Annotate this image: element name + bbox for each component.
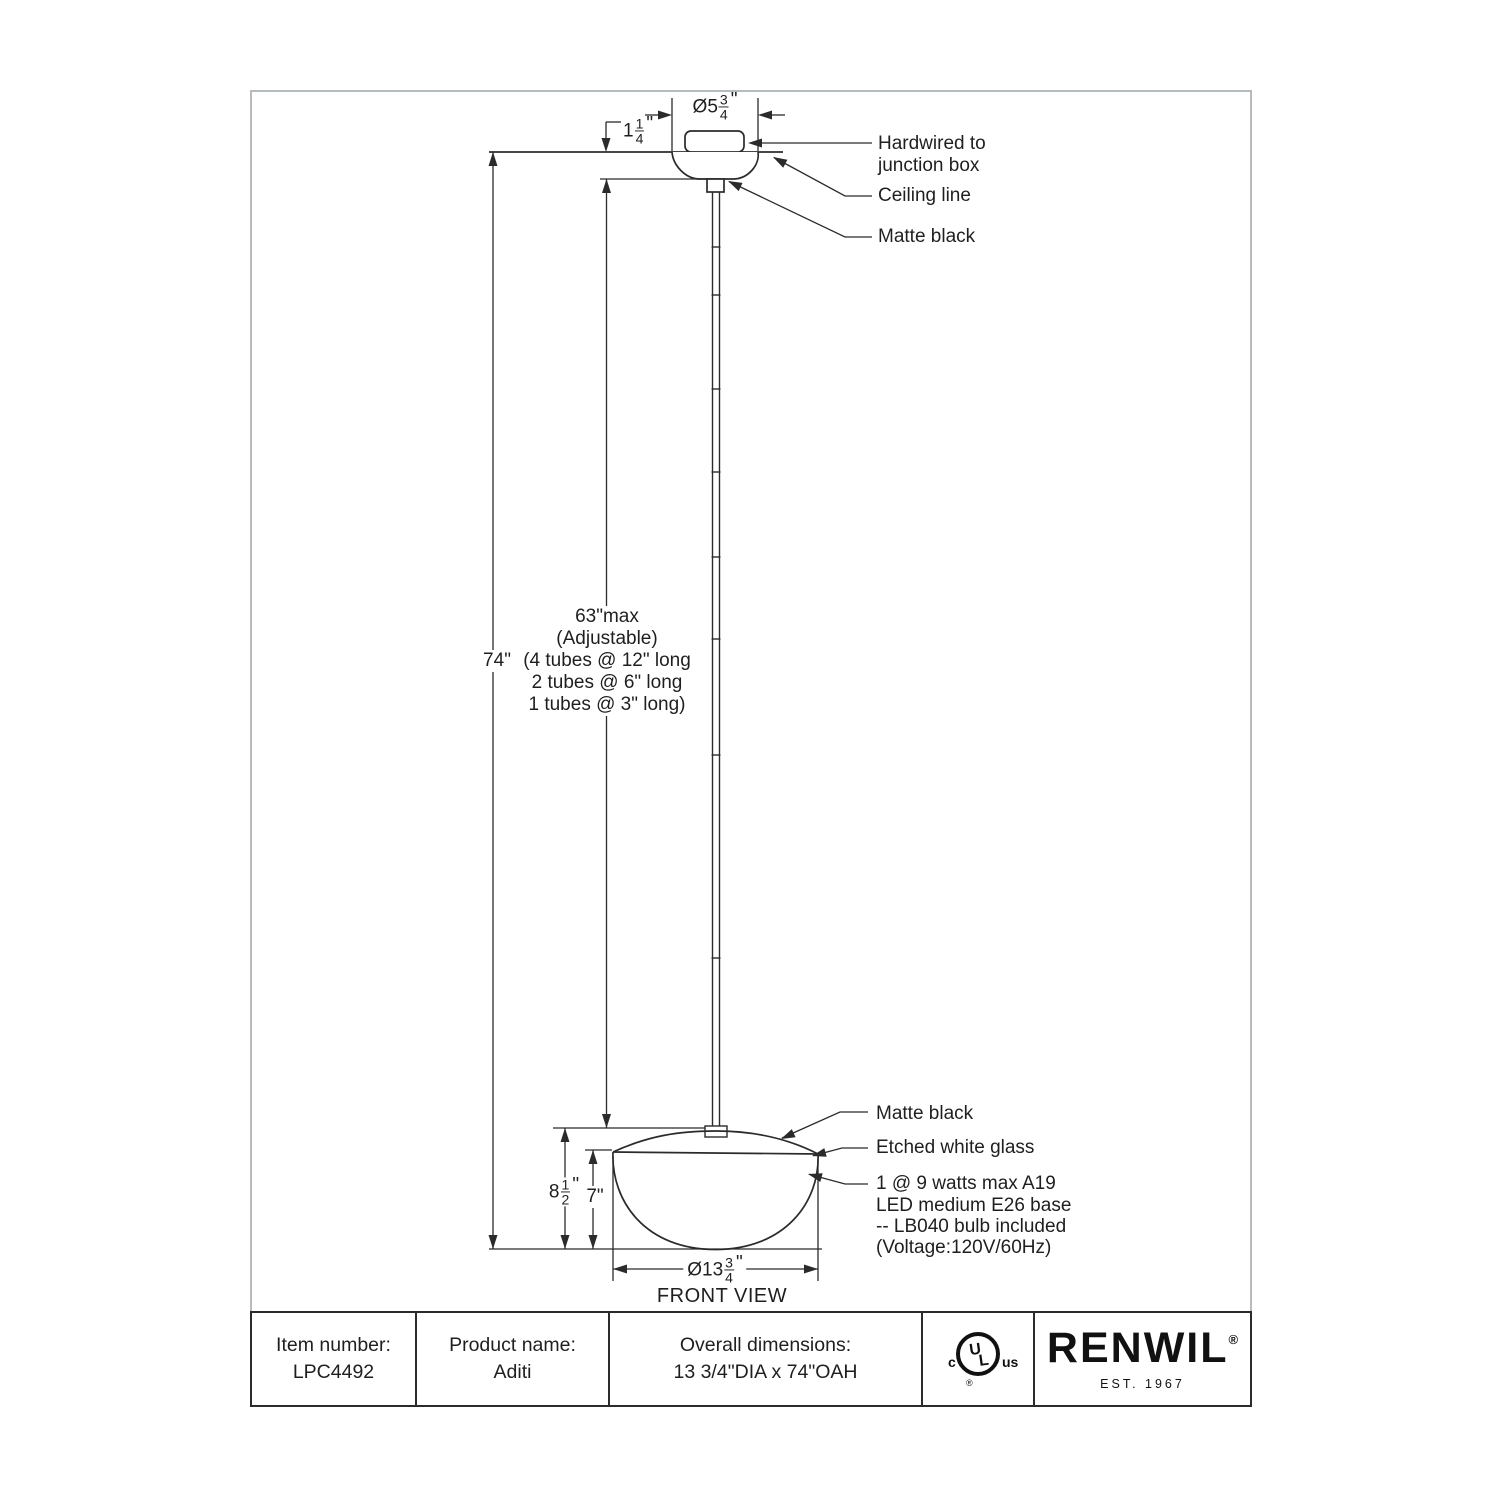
cell-product-name bbox=[417, 1313, 610, 1405]
overall-dimensions-label: Overall dimensions: bbox=[679, 1334, 852, 1356]
canopy bbox=[672, 131, 758, 192]
leader-lines bbox=[728, 139, 872, 1185]
shade bbox=[613, 1131, 818, 1250]
spec-table bbox=[250, 1311, 1252, 1407]
callout-hardwired-line1: Hardwired to bbox=[878, 133, 986, 154]
callout-etched-glass: Etched white glass bbox=[876, 1137, 1035, 1158]
dim-canopy-height: 1 $\frac{1}{4}$ " bbox=[623, 113, 654, 147]
ul-letter-u: U bbox=[968, 1340, 983, 1360]
ul-us-mark: us bbox=[1002, 1354, 1019, 1370]
cell-ul-certification bbox=[923, 1313, 1035, 1405]
glass-bowl bbox=[613, 1152, 818, 1250]
callout-matte-black-top: Matte black bbox=[878, 226, 976, 247]
item-number-label: Item number: bbox=[276, 1334, 391, 1356]
dim-shade-height: 8 $\frac{1}{2}$ " bbox=[545, 1177, 583, 1206]
ul-letter-l: L bbox=[977, 1351, 990, 1370]
dim-text: Ø13 bbox=[687, 1259, 724, 1280]
cul-us-listed-icon bbox=[926, 1324, 1030, 1394]
brand-est-year: EST. 1967 bbox=[1100, 1377, 1185, 1391]
callout-matte-black-bottom: Matte black bbox=[876, 1103, 974, 1124]
rod-note-line: 2 tubes @ 6" long bbox=[531, 672, 683, 693]
dim-canopy-diameter: Ø5 $\frac{3}{4}$ " bbox=[692, 89, 738, 123]
dim-overall-height: 74" bbox=[479, 650, 515, 672]
rod-note-line: (4 tubes @ 12" long bbox=[523, 650, 691, 671]
cell-brand-logo bbox=[1035, 1313, 1250, 1405]
cell-item-number bbox=[252, 1313, 417, 1405]
cell-overall-dimensions bbox=[610, 1313, 923, 1405]
rod-note-line: 63"max bbox=[575, 606, 639, 627]
rod-note-line: (Adjustable) bbox=[556, 628, 658, 649]
front-view-label: FRONT VIEW bbox=[656, 1285, 788, 1307]
overall-dimensions-value: 13 3/4"DIA x 74"OAH bbox=[673, 1361, 858, 1383]
rod-note-line: 1 tubes @ 3" long) bbox=[528, 694, 686, 715]
canopy-dish bbox=[672, 152, 758, 179]
stem-rod bbox=[705, 192, 727, 1137]
callout-bulb-line4: (Voltage:120V/60Hz) bbox=[876, 1237, 1052, 1258]
dim-glass-height: 7" bbox=[582, 1186, 607, 1208]
dim-text: Ø5 bbox=[692, 96, 718, 117]
junction-box bbox=[685, 131, 744, 152]
item-number-value: LPC4492 bbox=[292, 1361, 375, 1383]
ul-registered-mark: ® bbox=[966, 1378, 973, 1388]
renwil-logo: RENWIL® bbox=[1046, 1324, 1239, 1372]
shade-seam bbox=[613, 1152, 818, 1154]
callout-bulb-line3: -- LB040 bulb included bbox=[876, 1216, 1067, 1237]
stem-connector bbox=[707, 179, 724, 192]
leader-arrowheads bbox=[728, 139, 827, 1183]
brand-registered-mark: ® bbox=[1228, 1332, 1239, 1347]
dim-shade-diameter: Ø13 $\frac{3}{4}$ " bbox=[683, 1255, 746, 1284]
callout-ceiling-line: Ceiling line bbox=[878, 185, 971, 206]
callout-bulb-line2: LED medium E26 base bbox=[876, 1195, 1072, 1216]
callout-hardwired-line2: junction box bbox=[878, 155, 980, 176]
callout-bulb-line1: 1 @ 9 watts max A19 bbox=[876, 1173, 1056, 1194]
product-name-label: Product name: bbox=[449, 1334, 576, 1356]
rod-adjustability-note bbox=[519, 606, 695, 716]
ul-c-mark: c bbox=[948, 1354, 956, 1370]
dim-text: 1 bbox=[623, 120, 634, 141]
dim-text: 8 bbox=[548, 1181, 560, 1202]
product-name-value: Aditi bbox=[493, 1361, 532, 1383]
